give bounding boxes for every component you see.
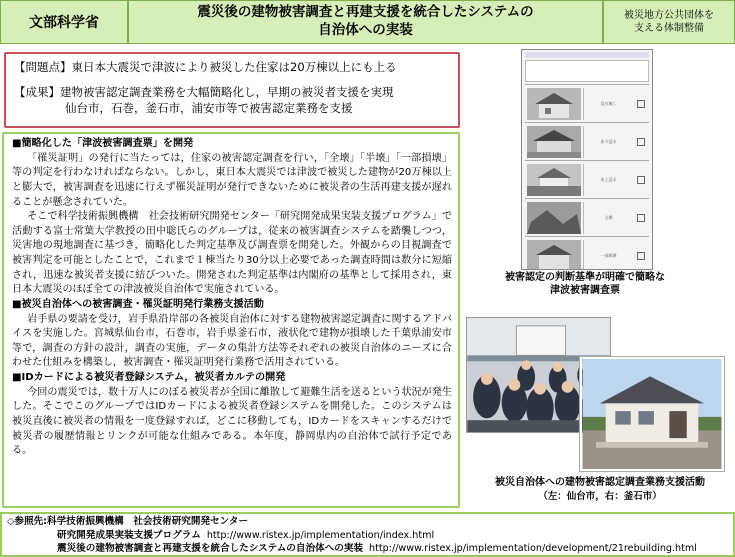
category-line-2: 支える体制整備 (634, 23, 704, 34)
header-agency (0, 0, 128, 44)
house-photo-icon (527, 240, 581, 271)
house-photo-icon (527, 126, 581, 158)
problem-row (14, 60, 450, 76)
reference-org-line (7, 515, 728, 529)
header-title (128, 0, 603, 44)
form-cell: 全壊 (583, 202, 633, 234)
activity-photo-caption (470, 476, 730, 503)
form-cell: 一部損壊 (583, 240, 633, 271)
title-line-2: 自治体への実装 (318, 22, 413, 38)
section-heading: ■簡略化した「津波被害調査票」を開発 (12, 138, 194, 149)
header-category (603, 0, 735, 44)
form-row (525, 122, 649, 160)
section-heading: ■被災自治体への被害調査・罹災証明発行業務支援活動 (12, 298, 264, 310)
checkbox-icon (637, 138, 645, 146)
reference-org: 科学技術振興機構 社会技術研究開発センター (47, 516, 249, 527)
house-photo-icon (527, 202, 581, 234)
program-name: 研究開発成果実装支援プログラム (57, 529, 201, 541)
checkbox-icon (637, 176, 645, 184)
program-url-link[interactable]: http://www.ristex.jp/implementation/index.html (206, 529, 435, 541)
problem-result-box (4, 52, 460, 128)
caption-line: 被災自治体への建物被害認定調査業務支援活動 (495, 477, 705, 488)
form-row (525, 236, 649, 270)
category-line-1: 被災地方公共団体を (624, 9, 714, 21)
problem-tag: 【問題点】 (14, 60, 72, 74)
house-photo (580, 357, 724, 471)
section-paragraph: 今回の震災では，数十万人にのぼる被災者が全国に離散して避難生活を送るという状況が発生した。そこでこのグループではIDカードによる被災者登録システムを開発した。このシステムは被災直後に被災者の情報を一度登録すれば，どこに移動しても，IDカードをスキャンするだけで被災者の履歴情報とリンクが可能な仕組みである。本年度，静岡県内の自治体で試行予定である。 (12, 386, 452, 457)
checkbox-icon (637, 214, 645, 222)
survey-form-caption (505, 271, 665, 297)
checkbox-icon (637, 252, 645, 260)
main-text-box (2, 132, 460, 508)
form-title-bar (525, 52, 649, 58)
caption-line: （左：仙台市，右：釜石市） (538, 491, 662, 502)
problem-text: 東日本大震災で津波により被災した住家は20万棟以上にも上る (71, 60, 397, 74)
section-paragraph: 岩手県の要請を受け，岩手県沿岸部の各被災自治体に対する建物被害認定調査に関するアドバイスを実施した。宮城県仙台市，石巻市，岩手県釜石市，液状化で建物が損壊した千葉県浦安市等で，調査の方針の設計，調査の実施，データの集計方法等それぞれの被災自治体のニーズに合わせた仕組みを構築し，被害調査・罹災証明発行業務で活用されている。 (12, 313, 452, 369)
form-cell: 浸水無し (583, 88, 633, 120)
form-header-block (525, 60, 649, 82)
caption-line: 津波被害調査票 (550, 285, 620, 296)
section-paragraph: 「罹災証明」の発行に当たっては，住家の被害認定調査を行い，「全壊」「半壊」「一部損壊」等の判定を行わなければならない。しかし，東日本大震災では津波で被災した建物が20万棟以上と膨大で，被害調査を迅速に行えず罹災証明が発行できないために被災者の生活再建支援が遅れることが懸念されていた。 (12, 152, 452, 208)
caption-line: 被害認定の判断基準が明確で簡略な (505, 272, 665, 283)
form-cell: 床上浸水 (583, 164, 633, 196)
reference-label: ◇参照先: (7, 516, 47, 527)
form-row (525, 198, 649, 236)
house-photo-icon (527, 164, 581, 196)
project-name: 震災後の建物被害調査と再建支援を統合したシステムの自治体への実装 (57, 543, 364, 555)
section-paragraph: そこで科学技術振興機構 社会技術研究開発センター「研究開発成果実装支援プログラム」で活動する富士常葉大学教授の田中聡氏らのグループは，従来の被害調査システムを踏襲しつつ，災害地の現地調査に基づき，簡略化した判定基準及び調査票を開発した。外観からの目視調査で被害判定を可能としたことで，これまで１棟当たり30分以上必要であった調査時間は数分に短縮され，迅速な被災者支援に結びついた。開発された判定基準は内閣府の基準として採用され，東日本大震災のほぼ全ての津波被災自治体で実施されている。 (12, 211, 452, 296)
survey-form-image (521, 49, 653, 270)
form-row (525, 160, 649, 198)
result-tag: 【成果】 (14, 84, 60, 99)
form-row (525, 84, 649, 122)
result-line-1: 建物被害認定調査業務を大幅簡略化し，早期の被災者支援を実現 (60, 84, 394, 99)
reference-program-line (7, 529, 728, 543)
agency-name: 文部科学省 (29, 15, 99, 31)
result-line-2: 仙台市，石巻，釜石市，浦安市等で被害認定業務を支援 (65, 100, 353, 115)
section-heading: ■IDカードによる被災者登録システム，被災者カルテの開発 (12, 372, 286, 383)
result-row (14, 85, 450, 101)
form-cell: 床下浸水 (583, 126, 633, 158)
project-url-link[interactable]: http://www.ristex.jp/implementation/development/21rebuilding.html (369, 543, 697, 555)
reference-project-line (7, 542, 728, 556)
title-line-1: 震災後の建物被害調査と再建支援を統合したシステムの (197, 4, 534, 21)
house-photo-icon (527, 88, 581, 120)
reference-box (0, 512, 735, 557)
checkbox-icon (637, 100, 645, 108)
